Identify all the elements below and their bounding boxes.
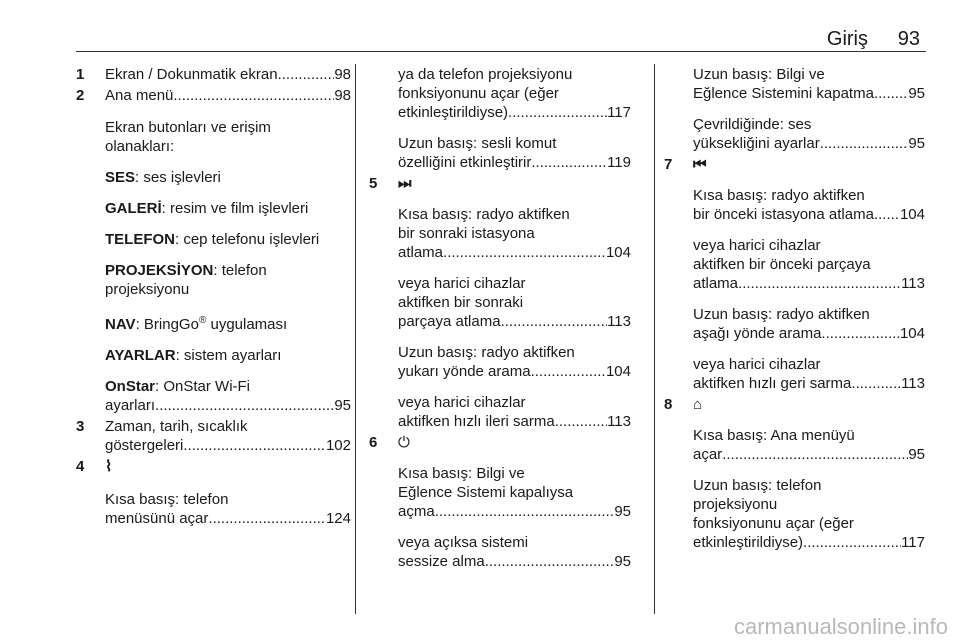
item-6 bbox=[369, 433, 631, 452]
button-desc: uygulaması bbox=[206, 316, 288, 333]
header-rule bbox=[76, 51, 926, 52]
toc-entry[interactable] bbox=[693, 65, 925, 103]
registered-mark: ® bbox=[198, 315, 207, 326]
toc-entry[interactable] bbox=[398, 134, 631, 172]
item-7 bbox=[664, 155, 925, 174]
page-ref: 95 bbox=[334, 397, 351, 414]
text-line: özelliğini etkinleştirir bbox=[398, 154, 532, 171]
text-line: etkinleştirildiyse) bbox=[398, 104, 509, 121]
menu-def-projeksiyon bbox=[105, 261, 351, 299]
column-2 bbox=[369, 65, 631, 571]
toc-entry[interactable] bbox=[693, 355, 925, 393]
watermark: carmanualsonline.info bbox=[733, 614, 948, 639]
text-line: yüksekliğini ayarlar bbox=[693, 135, 820, 152]
toc-entry[interactable] bbox=[693, 426, 925, 464]
item-number: 5 bbox=[369, 175, 378, 192]
page-ref: 113 bbox=[607, 413, 631, 430]
toc-entry[interactable] bbox=[398, 65, 631, 122]
text-line: ayarları bbox=[105, 397, 156, 414]
page-header bbox=[0, 0, 960, 52]
text-line: atlama bbox=[693, 275, 739, 292]
toc-entry[interactable] bbox=[693, 186, 925, 224]
toc-entry[interactable] bbox=[398, 464, 631, 521]
page-ref: 104 bbox=[605, 244, 631, 261]
text-line: göstergeleri bbox=[105, 437, 184, 454]
text-line: bir sonraki istasyona bbox=[398, 225, 535, 242]
item-number: 8 bbox=[664, 396, 673, 413]
item-5 bbox=[369, 174, 631, 193]
button-desc: : sistem ayarları bbox=[175, 347, 282, 364]
toc-entry[interactable] bbox=[398, 533, 631, 571]
text-line: atlama bbox=[398, 244, 444, 261]
page-number: 93 bbox=[897, 28, 920, 50]
button-label: GALERİ bbox=[105, 200, 162, 217]
button-label: SES bbox=[105, 169, 136, 186]
item-number: 6 bbox=[369, 434, 378, 451]
text-line: aktifken hızlı geri sarma bbox=[693, 375, 852, 392]
button-label: NAV bbox=[105, 316, 136, 333]
text-line: Uzun basış: Bilgi ve bbox=[693, 66, 825, 83]
text-line: aktifken hızlı ileri sarma bbox=[398, 413, 555, 430]
page-ref: 102 bbox=[325, 437, 351, 454]
button-desc: : BringGo bbox=[135, 316, 199, 333]
button-label: PROJEKSİYON bbox=[105, 262, 214, 279]
menu-def-galeri bbox=[105, 199, 351, 218]
toc-entry[interactable] bbox=[105, 490, 351, 528]
text-line: Kısa basış: Bilgi ve bbox=[398, 465, 525, 482]
text-line: açar bbox=[693, 446, 723, 463]
text-line: Eğlence Sistemini kapatma bbox=[693, 85, 874, 102]
text-line: açma bbox=[398, 503, 435, 520]
power-icon: ⏻ bbox=[398, 434, 410, 451]
menu-def-telefon bbox=[105, 230, 351, 249]
button-label: OnStar bbox=[105, 378, 156, 395]
page-ref: 113 bbox=[901, 375, 925, 392]
text-line: veya harici cihazlar bbox=[693, 237, 821, 254]
page-ref: 95 bbox=[908, 135, 925, 152]
button-desc: : telefon bbox=[213, 262, 267, 279]
entry-title: Ekran / Dokunmatik ekran bbox=[105, 66, 278, 83]
page-ref: 113 bbox=[607, 313, 631, 330]
text-line: fonksiyonunu açar (eğer bbox=[398, 85, 559, 102]
page-ref: 104 bbox=[605, 363, 631, 380]
next-track-icon: ⏭ bbox=[398, 175, 412, 192]
menu-def-nav bbox=[105, 311, 351, 334]
button-desc: : OnStar Wi-Fi bbox=[155, 378, 251, 395]
menu-def-ses bbox=[105, 168, 351, 187]
column-3 bbox=[664, 65, 925, 552]
phone-icon: ⌇ bbox=[105, 458, 113, 475]
text-line: sessize alma bbox=[398, 553, 485, 570]
button-desc: : resim ve film işlevleri bbox=[161, 200, 309, 217]
toc-entry[interactable] bbox=[76, 65, 351, 84]
page-ref: 104 bbox=[899, 206, 925, 223]
text-line: projeksiyonu bbox=[693, 496, 778, 513]
toc-entry[interactable] bbox=[693, 236, 925, 293]
toc-entry[interactable] bbox=[76, 86, 351, 105]
text-line: Kısa basış: radyo aktifken bbox=[693, 187, 865, 204]
text-line: veya harici cihazlar bbox=[398, 394, 526, 411]
button-label: AYARLAR bbox=[105, 347, 176, 364]
toc-entry[interactable] bbox=[76, 417, 351, 455]
button-desc: : cep telefonu işlevleri bbox=[175, 231, 320, 248]
text-line: Kısa basış: Ana menüyü bbox=[693, 427, 855, 444]
text-line: ya da telefon projeksiyonu bbox=[398, 66, 573, 83]
button-desc: : ses işlevleri bbox=[135, 169, 221, 186]
page-ref: 124 bbox=[325, 510, 351, 527]
text-line: Zaman, tarih, sıcaklık bbox=[105, 418, 248, 435]
previous-track-icon: ⏮ bbox=[693, 156, 707, 173]
text-line: projeksiyonu bbox=[105, 281, 190, 298]
description bbox=[105, 118, 351, 156]
page-ref: 117 bbox=[607, 104, 631, 121]
page-ref: 117 bbox=[901, 534, 925, 551]
text-line: yukarı yönde arama bbox=[398, 363, 531, 380]
text-line: fonksiyonunu açar (eğer bbox=[693, 515, 854, 532]
page-ref: 113 bbox=[901, 275, 925, 292]
item-number: 3 bbox=[76, 418, 85, 435]
page-ref: 95 bbox=[908, 85, 925, 102]
item-number: 4 bbox=[76, 458, 85, 475]
item-number: 7 bbox=[664, 156, 673, 173]
text-line: menüsünü açar bbox=[105, 510, 209, 527]
item-4 bbox=[76, 457, 351, 476]
column-divider bbox=[355, 64, 356, 614]
page-ref: 95 bbox=[614, 503, 631, 520]
text-line: Kısa basış: radyo aktifken bbox=[398, 206, 570, 223]
text-line: aktifken bir önceki parçaya bbox=[693, 256, 871, 273]
text-line: veya harici cihazlar bbox=[693, 356, 821, 373]
text-line: Çevrildiğinde: ses bbox=[693, 116, 812, 133]
item-number: 1 bbox=[76, 66, 85, 83]
page-ref: 98 bbox=[334, 87, 351, 104]
toc-entry[interactable] bbox=[693, 305, 925, 343]
toc-entry[interactable] bbox=[398, 393, 631, 431]
text-line: Eğlence Sistemi kapalıysa bbox=[398, 484, 574, 501]
page-ref: 104 bbox=[899, 325, 925, 342]
text-line: Uzun basış: sesli komut bbox=[398, 135, 557, 152]
page-ref: 95 bbox=[614, 553, 631, 570]
text-line: Uzun basış: radyo aktifken bbox=[693, 306, 870, 323]
toc-entry[interactable] bbox=[398, 205, 631, 262]
text-line: parçaya atlama bbox=[398, 313, 501, 330]
text-line: aşağı yönde arama bbox=[693, 325, 822, 342]
page-ref: 119 bbox=[607, 154, 631, 171]
text-line: Uzun basış: radyo aktifken bbox=[398, 344, 575, 361]
item-number: 2 bbox=[76, 87, 85, 104]
page-ref: 95 bbox=[908, 446, 925, 463]
text-line: veya açıksa sistemi bbox=[398, 534, 529, 551]
menu-def-ayarlar bbox=[105, 346, 351, 365]
menu-def-onstar[interactable] bbox=[105, 377, 351, 415]
text-line: Kısa basış: telefon bbox=[105, 491, 229, 508]
text-line: Ekran butonları ve erişim bbox=[105, 119, 271, 136]
text-line: aktifken bir sonraki bbox=[398, 294, 524, 311]
toc-entry[interactable] bbox=[693, 476, 925, 552]
home-icon: ⌂ bbox=[693, 396, 703, 413]
column-1 bbox=[76, 65, 351, 528]
text-line: etkinleştirildiyse) bbox=[693, 534, 804, 551]
toc-entry[interactable] bbox=[693, 115, 925, 153]
text-line: veya harici cihazlar bbox=[398, 275, 526, 292]
toc-entry[interactable] bbox=[398, 343, 631, 381]
page-ref: 98 bbox=[334, 66, 351, 83]
text-line: olanakları: bbox=[105, 138, 175, 155]
entry-title: Ana menü bbox=[105, 87, 174, 104]
column-divider bbox=[654, 64, 655, 614]
item-8 bbox=[664, 395, 925, 414]
toc-entry[interactable] bbox=[398, 274, 631, 331]
page-title: Giriş bbox=[826, 28, 868, 50]
button-label: TELEFON bbox=[105, 231, 175, 248]
text-line: Uzun basış: telefon bbox=[693, 477, 822, 494]
text-line: bir önceki istasyona atlama bbox=[693, 206, 874, 223]
